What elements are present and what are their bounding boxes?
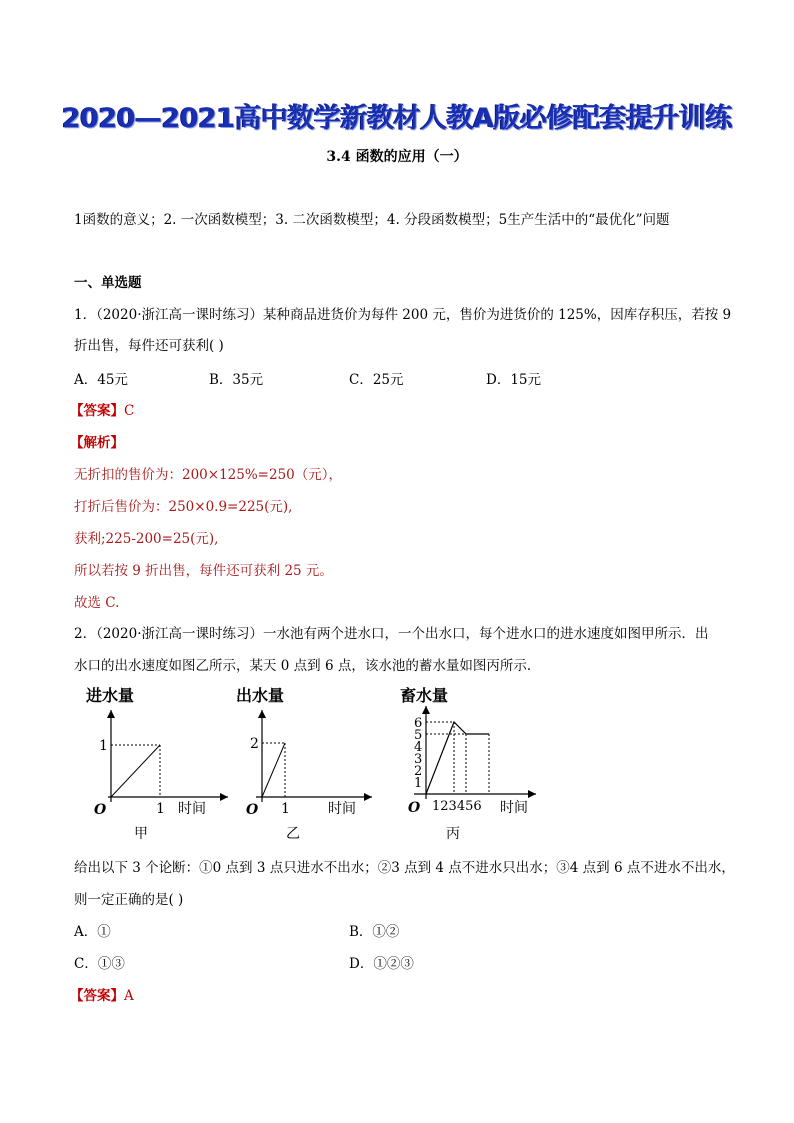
q1-analysis-label: 【解析】 — [70, 435, 124, 451]
graph-outflow-y-tick: 2 — [250, 736, 259, 752]
graph-outflow — [234, 680, 374, 845]
graph-storage-y-tick-2: 2 — [414, 764, 423, 779]
section-subtitle: 3.4 函数的应用（一） — [326, 149, 468, 165]
graph-inflow-caption: 甲 — [134, 826, 148, 842]
graph-storage-y-tick-3: 3 — [414, 752, 423, 767]
q2-text-line1: 2．（2020·浙江高一课时练习）一水池有两个进水口，一个出水口，每个进水口的进水速度如图甲所示．出 — [74, 626, 709, 642]
graph-outflow-x-arrow — [364, 793, 372, 801]
graph-storage-y-tick-1: 1 — [414, 776, 423, 791]
q1-conclusion: 故选 C. — [74, 595, 120, 611]
q1-answer — [70, 399, 134, 419]
graph-outflow-line — [262, 743, 285, 797]
graph-outflow-caption: 乙 — [286, 826, 300, 842]
graph-storage-title: 畜水量 — [400, 686, 449, 705]
graph-inflow-title: 进水量 — [86, 686, 135, 705]
q1-analysis-line4: 所以若按 9 折出售，每件还可获利 25 元。 — [74, 563, 333, 579]
q2-statement-line1: 给出以下 3 个论断：①0 点到 3 点只进水不出水；②3 点到 4 点不进水只出水；③4 点到 6 点不进水不出水， — [74, 860, 735, 876]
graph-inflow-origin: O — [94, 802, 107, 818]
graph-inflow-line — [111, 745, 160, 797]
graph-outflow-y-arrow — [258, 710, 266, 718]
q1-answer-label: 【答案】 — [70, 403, 124, 419]
q1-text-line1: 1．（2020·浙江高一课时练习）某种商品进货价为每件 200 元，售价为进货价的 125%，因库存积压，若按 9 — [74, 307, 732, 323]
graph-outflow-origin: O — [246, 802, 259, 818]
q2-option-d: D．①②③ — [349, 956, 414, 972]
section-title: 一、单选题 — [74, 275, 142, 291]
topics-line: 1函数的意义；2. 一次函数模型；3. 二次函数模型；4. 分段函数模型；5生产生活中的“最优化”问题 — [74, 212, 670, 228]
graph-outflow-xlabel: 时间 — [328, 801, 356, 817]
graph-outflow-title: 出水量 — [236, 686, 285, 705]
q1-answer-value: C — [124, 403, 135, 419]
graph-inflow-xlabel: 时间 — [178, 801, 206, 817]
graph-storage-y-tick-4: 4 — [414, 740, 423, 755]
graph-storage-y-arrow — [422, 706, 430, 714]
q2-option-a: A．① — [74, 924, 111, 940]
q1-option-b: B．35元 — [209, 372, 264, 388]
graph-storage-x-ticks: 123456 — [432, 799, 482, 814]
graph-inflow-y-arrow — [107, 710, 115, 718]
q2-text-line2: 水口的出水速度如图乙所示，某天 0 点到 6 点，该水池的蓄水量如图丙所示． — [74, 658, 541, 674]
q2-option-b: B．①② — [349, 924, 400, 940]
q1-analysis-line2: 打折后售价为：250×0.9=225(元), — [74, 499, 293, 515]
graph-storage-y-tick-5: 5 — [414, 728, 423, 743]
graph-inflow — [80, 680, 230, 845]
q2-answer-label: 【答案】 — [70, 988, 124, 1004]
q1-analysis-line3: 获利;225-200=25(元), — [74, 531, 219, 547]
graph-storage-origin: O — [408, 800, 421, 816]
document-banner-title: 2020—2021高中数学新教材人教A版必修配套提升训练 — [61, 103, 733, 134]
q1-option-d: D．15元 — [486, 372, 542, 388]
q1-option-c: C．25元 — [349, 372, 404, 388]
q2-answer-value: A — [124, 988, 134, 1004]
graph-storage-caption: 丙 — [446, 826, 460, 842]
q2-answer — [70, 984, 134, 1004]
graph-inflow-x-arrow — [220, 793, 228, 801]
graph-storage-y-tick-6: 6 — [414, 716, 423, 731]
q1-analysis-line1: 无折扣的售价为：200×125%=250（元）， — [74, 467, 343, 483]
q1-option-a: A．45元 — [74, 372, 128, 388]
graph-storage-curve — [426, 722, 489, 794]
graph-storage — [396, 680, 546, 845]
q2-statement-line2: 则一定正确的是( ) — [74, 892, 184, 908]
graph-storage-x-arrow — [528, 790, 536, 798]
graph-storage-xlabel: 时间 — [500, 800, 528, 816]
graph-outflow-x-tick: 1 — [281, 801, 290, 817]
graph-inflow-x-tick: 1 — [156, 801, 165, 817]
q1-text-line2: 折出售，每件还可获利( ) — [74, 338, 224, 354]
graph-inflow-y-tick: 1 — [99, 738, 108, 754]
q2-option-c: C．①③ — [74, 956, 125, 972]
